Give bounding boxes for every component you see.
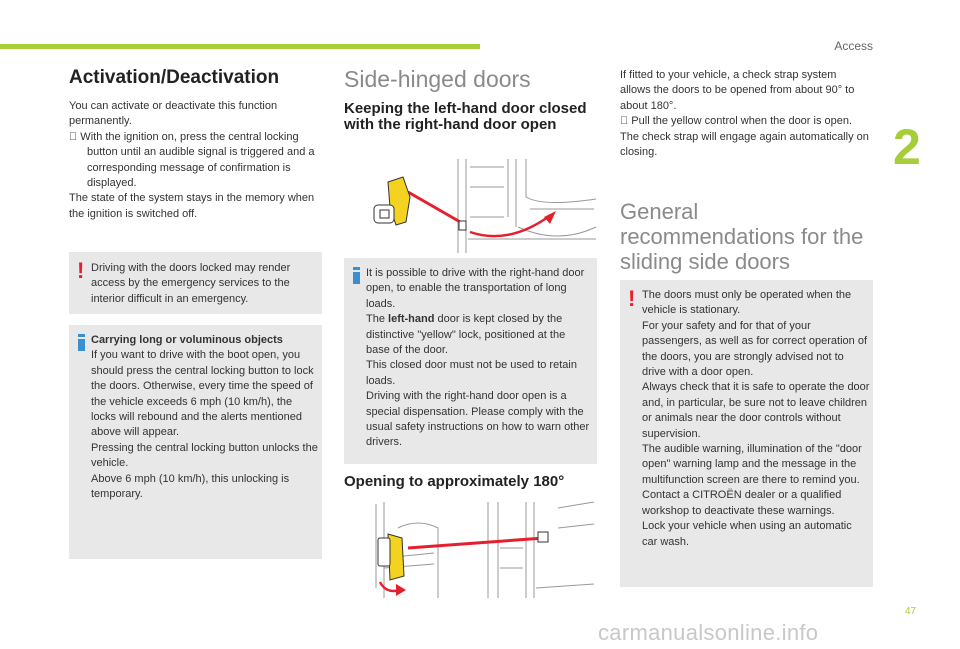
info-body-3: Above 6 mph (10 km/h), this unlocking is temporary. <box>91 472 290 501</box>
yellow-lock-icon <box>374 177 410 225</box>
sliding-warning-5: Lock your vehicle when using an automatic car wash. <box>642 520 852 548</box>
sliding-warning-text <box>642 288 870 550</box>
info-right-door-4: Driving with the right-hand door open is a special dispensation. Please comply with the usual safety instructions on how to warn other drivers. <box>366 390 590 449</box>
check-strap-illustration <box>358 498 598 606</box>
activation-intro: You can activate or deactivate this function permanently. <box>69 100 278 128</box>
info-title: Carrying long or voluminous objects <box>91 334 283 346</box>
sliding-warning-1: The doors must only be operated when the vehicle is stationary. <box>642 289 852 317</box>
warning-text: Driving with the doors locked may render access by the emergency services to the interior difficult in an emergency. <box>91 262 291 305</box>
side-hinged-title: Side-hinged doors <box>344 66 531 92</box>
info-icon <box>353 267 360 284</box>
sliding-warning-3: Always check that it is safe to operate the door and, in particular, be sure not to leave children or animals near the door controls without supervision. <box>642 381 870 440</box>
section-label: Access <box>834 39 873 53</box>
exclamation-icon: ! <box>628 286 636 311</box>
chapter-number: 2 <box>893 119 921 175</box>
activation-title: Activation/Deactivation <box>69 67 280 88</box>
sliding-warning-4: The audible warning, illumination of the "door open" warning lamp and the message in the multifunction screen are there to remind you. Contact a CITROËN dealer or a qualified workshop to deactivate these warnings. <box>642 443 862 517</box>
opening-180-subtitle: Opening to approximately 180° <box>344 473 565 490</box>
activation-memory: The state of the system stays in the memory when the ignition is switched off. <box>69 192 315 220</box>
yellow-control-icon <box>378 534 404 580</box>
door-lock-illustration <box>358 157 598 255</box>
watermark: carmanualsonline.info <box>598 620 819 645</box>
sliding-doors-title: General recommendations for the sliding side doors <box>620 199 864 274</box>
info-body-2: Pressing the central locking button unlocks the vehicle. <box>91 441 318 470</box>
activation-step: With the ignition on, press the central locking button until an audible signal is triggered and a corresponding message of confirmation is displayed. <box>69 130 315 190</box>
info-body: If you want to drive with the boot open, you should press the central locking button to lock the doors. Otherwise, every time the speed of the vehicle exceeds 6 mph (10 km/h), the locks will rebound and the alerts mentioned above will appear. <box>91 349 314 439</box>
check-strap-text <box>620 68 870 160</box>
sliding-warning-2: For your safety and for that of your passengers, as well as for correct operation of the doors, you are strongly advised not to drive with a door open. <box>642 319 868 379</box>
check-strap-step: Pull the yellow control when the door is open. <box>620 115 841 128</box>
header-accent-bar <box>0 44 480 49</box>
warning-box-locked <box>69 252 322 314</box>
warning-box-sliding-doors <box>620 280 873 587</box>
info-right-door-2: The left-hand door is kept closed by the distinctive "yellow" lock, positioned at the base of the door. <box>366 313 566 357</box>
activation-text <box>69 99 319 222</box>
keeping-door-subtitle: Keeping the left-hand door closed with the right-hand door open <box>344 100 587 133</box>
info-text <box>91 333 319 502</box>
exclamation-icon: ! <box>77 258 85 283</box>
check-strap-intro: If fitted to your vehicle, a check strap system allows the doors to be opened from about 90° to about 180°. <box>620 69 855 112</box>
check-strap-reengage: The check strap will engage again automatically on closing. <box>620 130 869 159</box>
info-icon <box>78 334 85 351</box>
page-number: 47 <box>905 606 917 617</box>
info-right-door-1: It is possible to drive with the right-hand door open, to enable the transportation of long loads. <box>366 267 585 310</box>
info-box-long-objects <box>69 325 322 559</box>
info-box-right-door <box>344 258 597 464</box>
info-right-door-3: This closed door must not be used to retain loads. <box>366 359 577 387</box>
info-right-door-text <box>366 266 592 451</box>
